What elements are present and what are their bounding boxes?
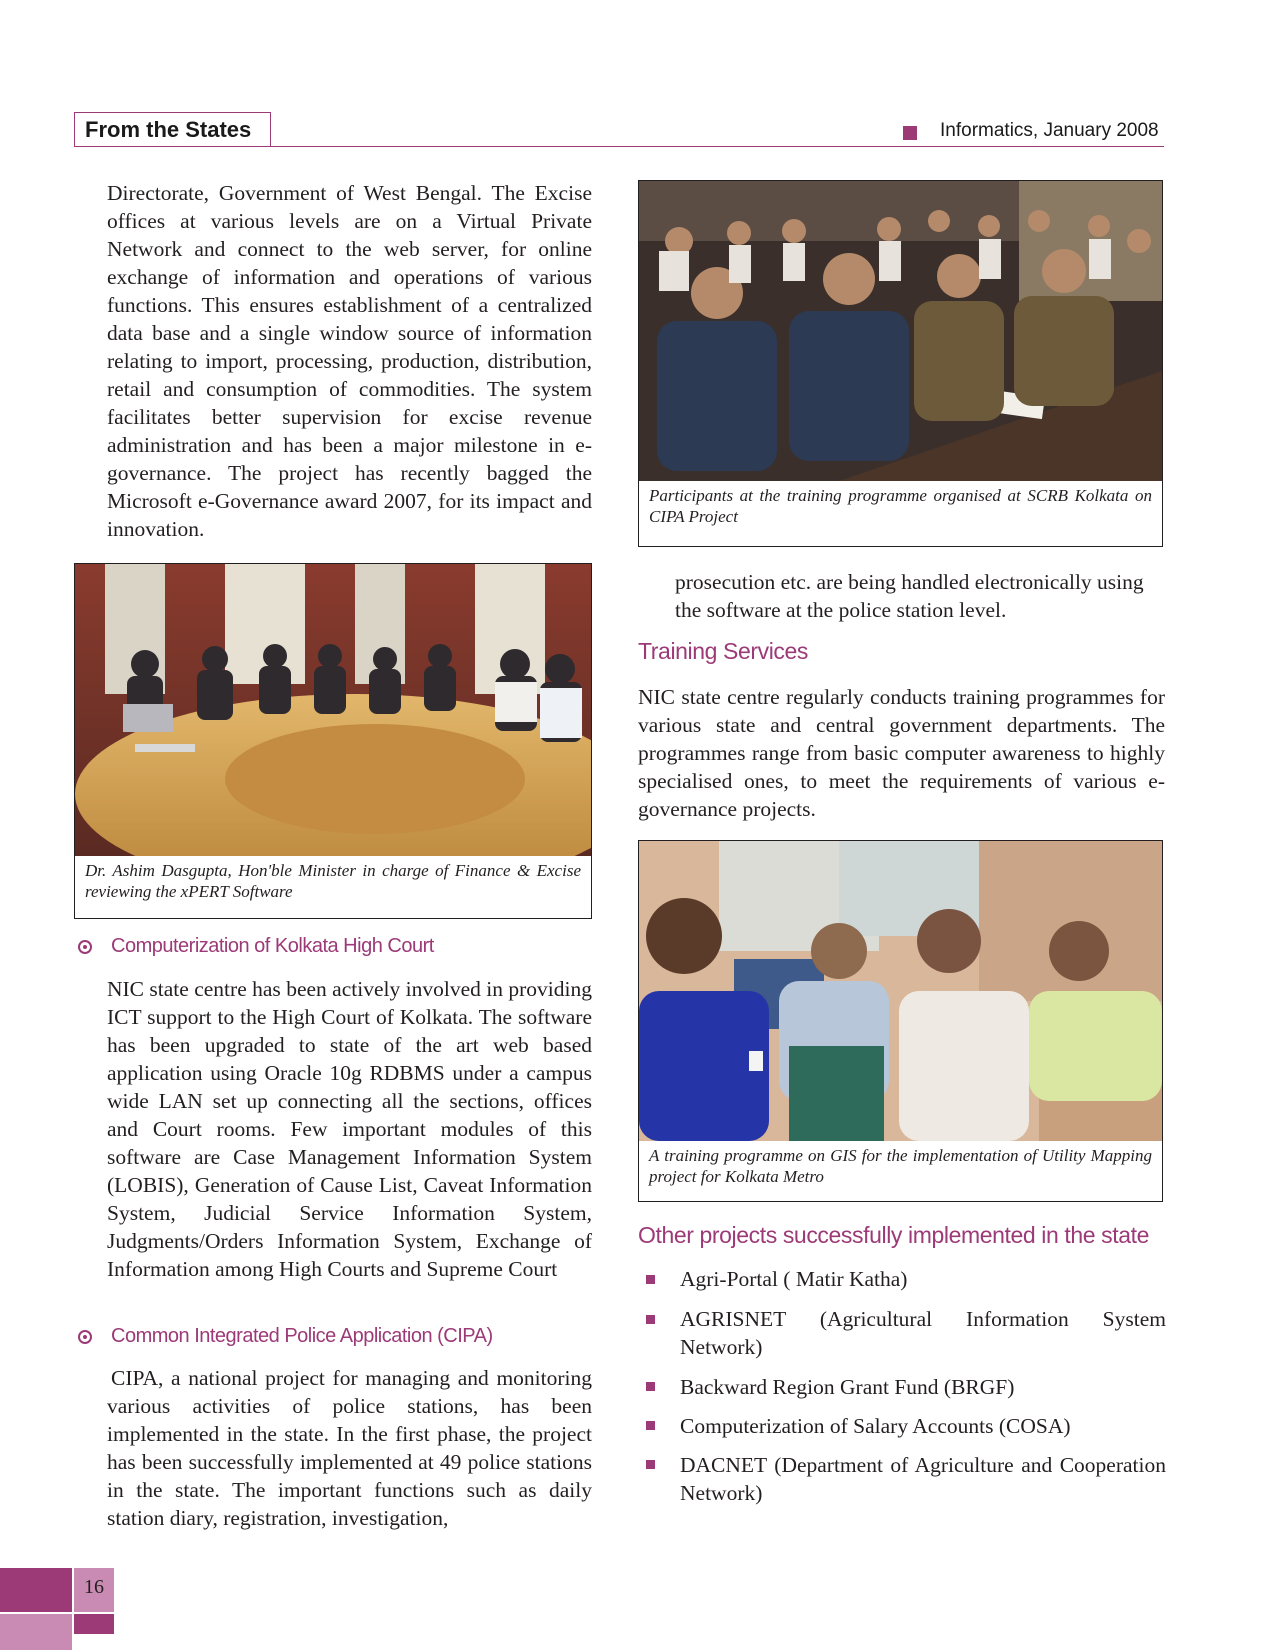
cipa-paragraph: CIPA, a national project for managing and monitoring various activities of police stations, has been implemented in the state. In the first phase, the project has been successfully implemented at 49 police stations in the state. The important functions such as daily station diary, registration, investigation,	[107, 1366, 592, 1530]
list-bullet-icon	[646, 1421, 655, 1430]
cipa-training-photo	[639, 181, 1162, 481]
figure1-caption: Dr. Ashim Dasgupta, Hon'ble Minister in charge of Finance & Excise reviewing the xPERT Software	[85, 861, 581, 901]
other-projects-heading: Other projects successfully implemented in the state	[638, 1222, 1149, 1248]
footer-block	[0, 1614, 72, 1650]
high-court-paragraph: NIC state centre has been actively involved in providing ICT support to the High Court of Kolkata. The software has been upgraded to state of the art web based application using Oracle 10g RDBMS under a campus wide LAN set up connecting all the sections, offices and Court rooms. Few important modules of this software are Case Management Information System (LOBIS), Generation of Cause List, Caveat Information System, Judicial Service Information System, Judgments/Orders Information System, Exchange of Information among High Courts and Supreme Court	[107, 977, 592, 1281]
figure-gis-training	[638, 840, 1163, 1202]
project-list-item: AGRISNET (Agricultural Information System Network)	[680, 1307, 1166, 1359]
gis-training-photo	[639, 841, 1162, 1141]
figure-cipa-training	[638, 180, 1163, 547]
list-bullet-icon	[646, 1275, 655, 1284]
header-square-marker	[903, 126, 917, 140]
meeting-photo	[75, 564, 591, 856]
footer-block	[74, 1614, 114, 1634]
footer-block	[0, 1568, 72, 1612]
list-bullet-icon	[646, 1315, 655, 1324]
gis-training-photo-illustration	[639, 841, 1162, 1141]
cipa-continued-paragraph: prosecution etc. are being handled electronically using the software at the police station level.	[675, 570, 1144, 622]
list-bullet-icon	[646, 1460, 655, 1469]
training-services-heading: Training Services	[638, 638, 809, 664]
section-bullet-icon	[78, 1330, 92, 1344]
training-paragraph: NIC state centre regularly conducts training programmes for various state and central government departments. The programmes range from basic computer awareness to highly specialised ones, to meet the requirements of various e-governance projects.	[638, 685, 1165, 821]
project-list-item: DACNET (Department of Agriculture and Cooperation Network)	[680, 1453, 1166, 1505]
figure3-caption: A training programme on GIS for the implementation of Utility Mapping project for Kolkata Metro	[649, 1146, 1152, 1186]
project-list-item: Computerization of Salary Accounts (COSA)	[680, 1414, 1071, 1438]
page-number: 16	[84, 1576, 104, 1598]
project-list-item: Backward Region Grant Fund (BRGF)	[680, 1375, 1015, 1399]
figure-minister-meeting	[74, 563, 592, 919]
project-list-item: Agri-Portal ( Matir Katha)	[680, 1267, 908, 1291]
section-bullet-icon	[78, 940, 92, 954]
intro-paragraph: Directorate, Government of West Bengal. The Excise offices at various levels are on a Virtual Private Network and connect to the web server, for online exchange of information and operations of various functions. This ensures establishment of a centralized data base and a single window source of information relating to import, processing, production, distribution, retail and consumption of commodities. The system facilitates better supervision for excise revenue administration and has been a major milestone in e-governance. The project has recently bagged the Microsoft e-Governance award 2007, for its impact and innovation.	[107, 181, 592, 541]
figure2-caption: Participants at the training programme organised at SCRB Kolkata on CIPA Project	[649, 486, 1152, 526]
list-bullet-icon	[646, 1382, 655, 1391]
meeting-photo-illustration	[75, 564, 591, 856]
cipa-heading: Common Integrated Police Application (CIPA)	[111, 1325, 493, 1347]
cipa-training-photo-illustration	[639, 181, 1162, 481]
section-tag: From the States	[74, 112, 271, 146]
issue-label: Informatics, January 2008	[940, 120, 1159, 141]
high-court-heading: Computerization of Kolkata High Court	[111, 935, 434, 957]
header-rule	[74, 146, 1164, 147]
